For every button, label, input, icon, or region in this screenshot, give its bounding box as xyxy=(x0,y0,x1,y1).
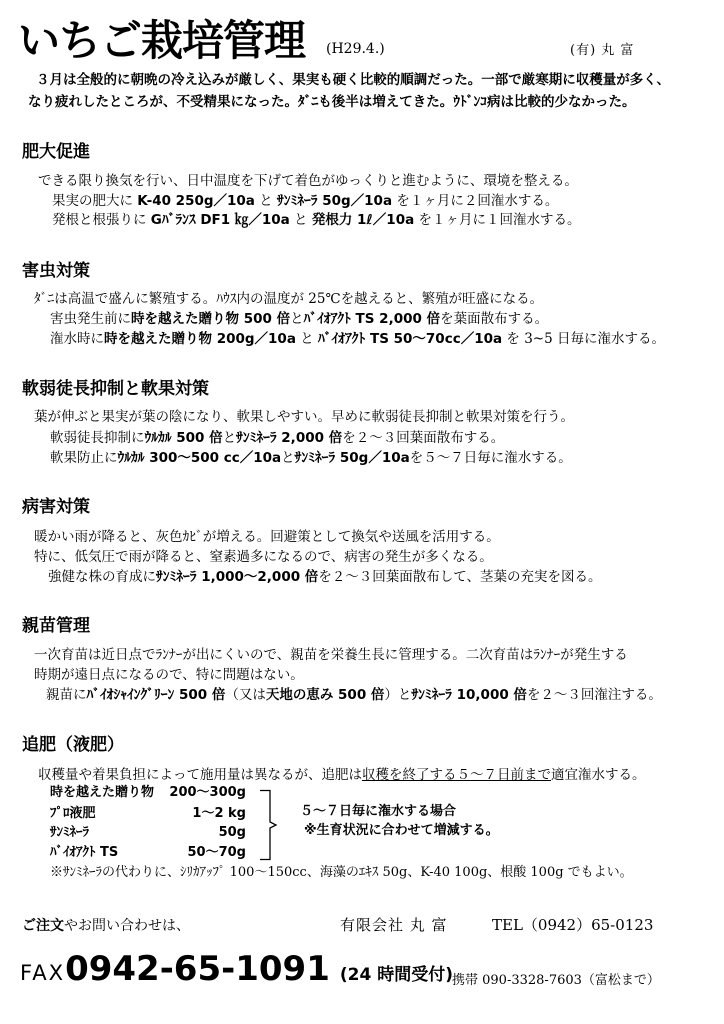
text-segment: と xyxy=(222,430,237,446)
product-dosage: ｻﾝﾐﾈｰﾗ 50g／10a xyxy=(277,193,393,209)
text-segment: 果実の肥大に xyxy=(52,193,138,209)
text-segment: 親苗に xyxy=(46,687,87,703)
section-line xyxy=(50,449,572,467)
text-segment: と xyxy=(290,311,304,327)
section-heading: 害虫対策 xyxy=(22,261,90,281)
product-dosage: Gﾊﾞﾗﾝｽ DF1 ㎏／10a xyxy=(150,212,290,228)
text-segment: を 3~5 日毎に潅水する。 xyxy=(502,331,665,347)
section-line xyxy=(38,766,646,784)
text-segment: 害虫発生前に xyxy=(50,311,131,327)
section-line xyxy=(48,568,602,586)
section-line xyxy=(34,528,500,546)
text-segment: ）と xyxy=(384,687,412,703)
section-line xyxy=(34,548,493,566)
section-line xyxy=(34,646,628,664)
product-dosage: ｻﾝﾐﾈｰﾗ 10,000 倍 xyxy=(411,687,527,703)
mobile-phone: 携帯 090-3328-7603（富松まで） xyxy=(452,973,660,988)
product-dosage: ｻﾝﾐﾈｰﾗ 2,000 倍 xyxy=(236,430,343,446)
bracket-note: ※生育状況に合わせて増減する。 xyxy=(304,823,499,838)
order-inquiry xyxy=(22,916,190,936)
product-dosage: 天地の恵み 500 倍 xyxy=(265,687,385,703)
intro-line: ３月は全般的に朝晩の冷え込みが厳しく、果実も硬く比較的順調だった。一部で厳寒期に収穫量が多く、 xyxy=(36,72,670,88)
section-heading: 肥大促進 xyxy=(22,142,90,162)
telephone: TEL（0942）65-0123 xyxy=(492,916,654,934)
fertilizer-amount: 200〜300g xyxy=(169,785,246,800)
text-segment: 適宜潅水する。 xyxy=(551,767,646,783)
text-segment: を１ヶ月に１回潅水する。 xyxy=(414,212,581,228)
text-segment: 暖かい雨が降ると、灰色ｶﾋﾞが増える。回避策として換気や送風を活用する。 xyxy=(34,529,500,545)
text-segment: できる限り換気を行い、日中温度を下げて着色がゆっくりと進むように、環境を整える。 xyxy=(38,173,578,189)
fax-hours: (24 時間受付) xyxy=(339,965,453,985)
brace-icon xyxy=(258,789,282,861)
fertilizer-name: ﾊﾞｲｵｱｸﾄ TS xyxy=(50,845,119,860)
product-dosage: ﾊﾞｲｵｱｸﾄ TS 2,000 倍 xyxy=(303,311,441,327)
text-segment: を２〜３回葉面散布する。 xyxy=(342,430,505,446)
product-dosage: ｻﾝﾐﾈｰﾗ 50g／10a xyxy=(294,450,410,466)
order-label: ご注文 xyxy=(22,918,64,934)
text-segment: 潅水時に xyxy=(50,331,104,347)
section-heading: 病害対策 xyxy=(22,497,90,517)
fax-label: FAX xyxy=(20,960,66,985)
section-line xyxy=(38,172,578,190)
text-segment: と xyxy=(289,212,312,228)
fertilizer-row xyxy=(50,824,246,842)
product-dosage: ﾊﾞｲｵｼｬｲﾝｸﾞﾘｰﾝ 500 倍 xyxy=(86,687,226,703)
fertilizer-name: ﾌﾟﾛ液肥 xyxy=(50,806,96,821)
order-text: やお問い合わせは、 xyxy=(64,918,190,934)
text-segment: （又は xyxy=(225,687,266,703)
footnote: ※ｻﾝﾐﾈｰﾗの代わりに、ｼﾘｶｱｯﾌﾟ 100〜150cc、海藻のｴｷｽ 50g、K-40 100g、根酸 100g でもよい。 xyxy=(50,865,633,880)
fertilizer-amount: 1〜2 kg xyxy=(192,806,246,821)
product-dosage: ｳﾙｶﾙ 300〜500 cc／10a xyxy=(117,450,282,466)
text-segment: 葉が伸ぶと果実が葉の陰になり、軟果しやすい。早めに軟弱徒長抑制と軟果対策を行う。 xyxy=(34,409,574,425)
product-dosage: ｻﾝﾐﾈｰﾗ 1,000〜2,000 倍 xyxy=(156,569,319,585)
section-line xyxy=(34,290,543,308)
text-segment: と xyxy=(295,331,319,347)
section-line xyxy=(46,686,662,704)
text-segment: と xyxy=(281,450,295,466)
page-title: いちご栽培管理 xyxy=(18,16,306,65)
fertilizer-row xyxy=(50,844,246,862)
text-segment: を２〜３回潅注する。 xyxy=(526,687,662,703)
product-dosage: 時を越えた贈り物 500 倍 xyxy=(131,311,291,327)
company-short-name: (有) 丸 富 xyxy=(570,43,635,58)
text-segment: を葉面散布する。 xyxy=(440,311,549,327)
bracket-note: ５〜７日毎に潅水する場合 xyxy=(300,804,457,819)
section-line xyxy=(34,666,304,684)
intro-line: なり疲れしたところが、不受精果になった。ﾀﾞﾆも後半は増えてきた。ｳﾄﾞﾝｺ病は比較的少なかった。 xyxy=(28,94,636,110)
section-line xyxy=(52,192,558,210)
section-line xyxy=(52,211,581,229)
text-segment: 強健な株の育成に xyxy=(48,569,156,585)
fertilizer-row xyxy=(50,784,246,802)
text-segment: 収穫量や着果負担によって施用量は異なるが、追肥は xyxy=(38,767,362,783)
underlined-segment: 収穫を終了する５〜７日前まで xyxy=(362,767,551,783)
text-segment: を１ヶ月に２回潅水する。 xyxy=(392,193,559,209)
text-segment: 時期が遠日点になるので、特に問題はない。 xyxy=(34,667,304,683)
product-dosage: ﾊﾞｲｵｱｸﾄ TS 50〜70cc／10a xyxy=(318,331,503,347)
company-name: 有限会社 丸 富 xyxy=(340,916,448,934)
text-segment: を５〜７日毎に潅水する。 xyxy=(409,450,572,466)
section-line xyxy=(50,429,504,447)
text-segment: 軟果防止に xyxy=(50,450,118,466)
fertilizer-name: 時を越えた贈り物 xyxy=(50,785,155,800)
product-dosage: 発根力 1ℓ／10a xyxy=(311,212,415,228)
section-line xyxy=(50,330,665,348)
fertilizer-name: ｻﾝﾐﾈｰﾗ xyxy=(50,825,89,840)
issue-date: (H29.4.) xyxy=(326,41,385,57)
fax-block xyxy=(20,947,453,997)
product-dosage: ｳﾙｶﾙ 500 倍 xyxy=(144,430,223,446)
text-segment: 軟弱徒長抑制に xyxy=(50,430,145,446)
text-segment: 特に、低気圧で雨が降ると、窒素過多になるので、病害の発生が多くなる。 xyxy=(34,549,493,565)
text-segment: 発根と根張りに xyxy=(52,212,151,228)
fertilizer-row xyxy=(50,805,246,823)
fertilizer-amount: 50g xyxy=(218,825,246,840)
product-dosage: 時を越えた贈り物 200g／10a xyxy=(104,331,296,347)
text-segment: を２〜３回葉面散布して、茎葉の充実を図る。 xyxy=(318,569,602,585)
section-heading: 軟弱徒長抑制と軟果対策 xyxy=(22,379,209,399)
product-dosage: K-40 250g／10a xyxy=(137,193,255,209)
text-segment: 一次育苗は近日点でﾗﾝﾅｰが出にくいので、親苗を栄養生長に管理する。二次育苗はﾗﾝﾅｰが発生する xyxy=(34,647,628,663)
section-heading: 追肥（液肥） xyxy=(22,735,124,755)
fertilizer-amount: 50〜70g xyxy=(187,845,246,860)
text-segment: と xyxy=(254,193,278,209)
fax-number: 0942-65-1091 xyxy=(65,949,330,989)
text-segment: ﾀﾞﾆは高温で盛んに繁殖する。ﾊｳｽ内の温度が 25℃を越えると、繁殖が旺盛になる。 xyxy=(34,291,544,307)
section-heading: 親苗管理 xyxy=(22,616,90,636)
section-line xyxy=(50,310,548,328)
section-line xyxy=(34,408,574,426)
